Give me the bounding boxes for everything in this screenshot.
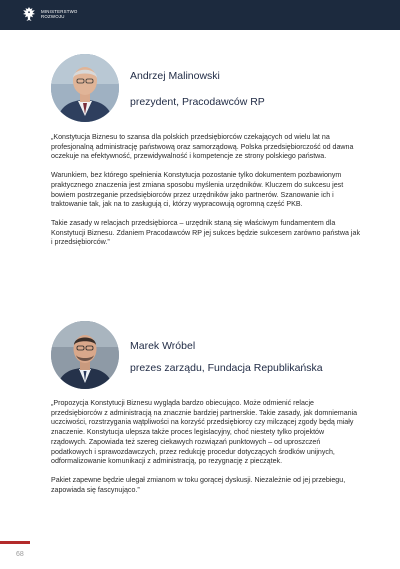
quote-paragraph: „Propozycja Konstytucji Biznesu wygląda bardzo obiecująco. Może odmienić relacje przedsiębiorców z administracją na znacznie bardziej partnerskie. Takie zasady, jak domniemania uczciwości, rozstrzygania wątpliwości na korzyść przedsiębiorcy czy milczącej zgody będą miały znaczenie. Konstytucja ulepsza także proces legislacyjny, choć niestety tylko projektów rządowych. Zapowiada też szereg ciekawych rozwiązań punktowych – od uproszczeń podatkowych i sprawozdawczych, przez redukcję procedur dotyczących środków unijnych, odformalizowanie komunikacji z administracją, po rezygnację z pieczątek. xyxy=(51,399,358,466)
footer-accent-rule xyxy=(0,541,30,544)
portrait-photo xyxy=(51,321,119,389)
header-bar xyxy=(0,0,400,30)
polish-eagle-icon xyxy=(22,6,36,22)
quote-text xyxy=(51,399,361,504)
page-number: 68 xyxy=(16,551,24,558)
quote-paragraph: „Konstytucja Biznesu to szansa dla polskich przedsiębiorców czekających od wielu lat na profesjonalną administrację państwową oraz samorządową. Polska przedsiębiorczość od dawna oczekuje na efektywność, przewidywalność i kompetencje ze strony polskiego państwa. xyxy=(51,133,354,161)
ministry-line-2: ROZWOJU xyxy=(41,14,65,19)
person-role: prezydent, Pracodawców RP xyxy=(130,96,265,108)
ministry-name xyxy=(41,9,78,19)
person-role: prezes zarządu, Fundacja Republikańska xyxy=(130,362,323,374)
portrait-illustration xyxy=(51,54,119,122)
ministry-logo xyxy=(22,6,78,22)
portrait-illustration xyxy=(51,321,119,389)
quote-text xyxy=(51,133,361,257)
person-name: Andrzej Malinowski xyxy=(130,70,220,82)
quote-paragraph: Warunkiem, bez którego spełnienia Konstytucja pozostanie tylko dokumentem pozbawionym praktycznego znaczenia jest zmiana sposobu myślenia urzędników. Kluczem do sukcesu jest bowiem postrzeganie przedsiębiorców przez urzędników jako partnerów. Szanowanie ich i traktowanie tak, jak na to zasługują ci, którzy wypracowują ogromną część PKB. xyxy=(51,171,344,209)
ministry-line-1: MINISTERSTWO xyxy=(41,9,78,14)
person-name: Marek Wróbel xyxy=(130,340,196,352)
portrait-photo xyxy=(51,54,119,122)
quote-paragraph: Takie zasady w relacjach przedsiębiorca – urzędnik staną się właściwym fundamentem dla Konstytucji Biznesu. Zdaniem Pracodawców RP jej sukces będzie sukcesem zarówno państwa jak i przedsiębiorców.” xyxy=(51,218,360,247)
quote-paragraph: Pakiet zapewne będzie ulegał zmianom w toku gorącej dyskusji. Niezależnie od jej przebiegu, zapowiada się fascynująco.” xyxy=(51,475,346,494)
